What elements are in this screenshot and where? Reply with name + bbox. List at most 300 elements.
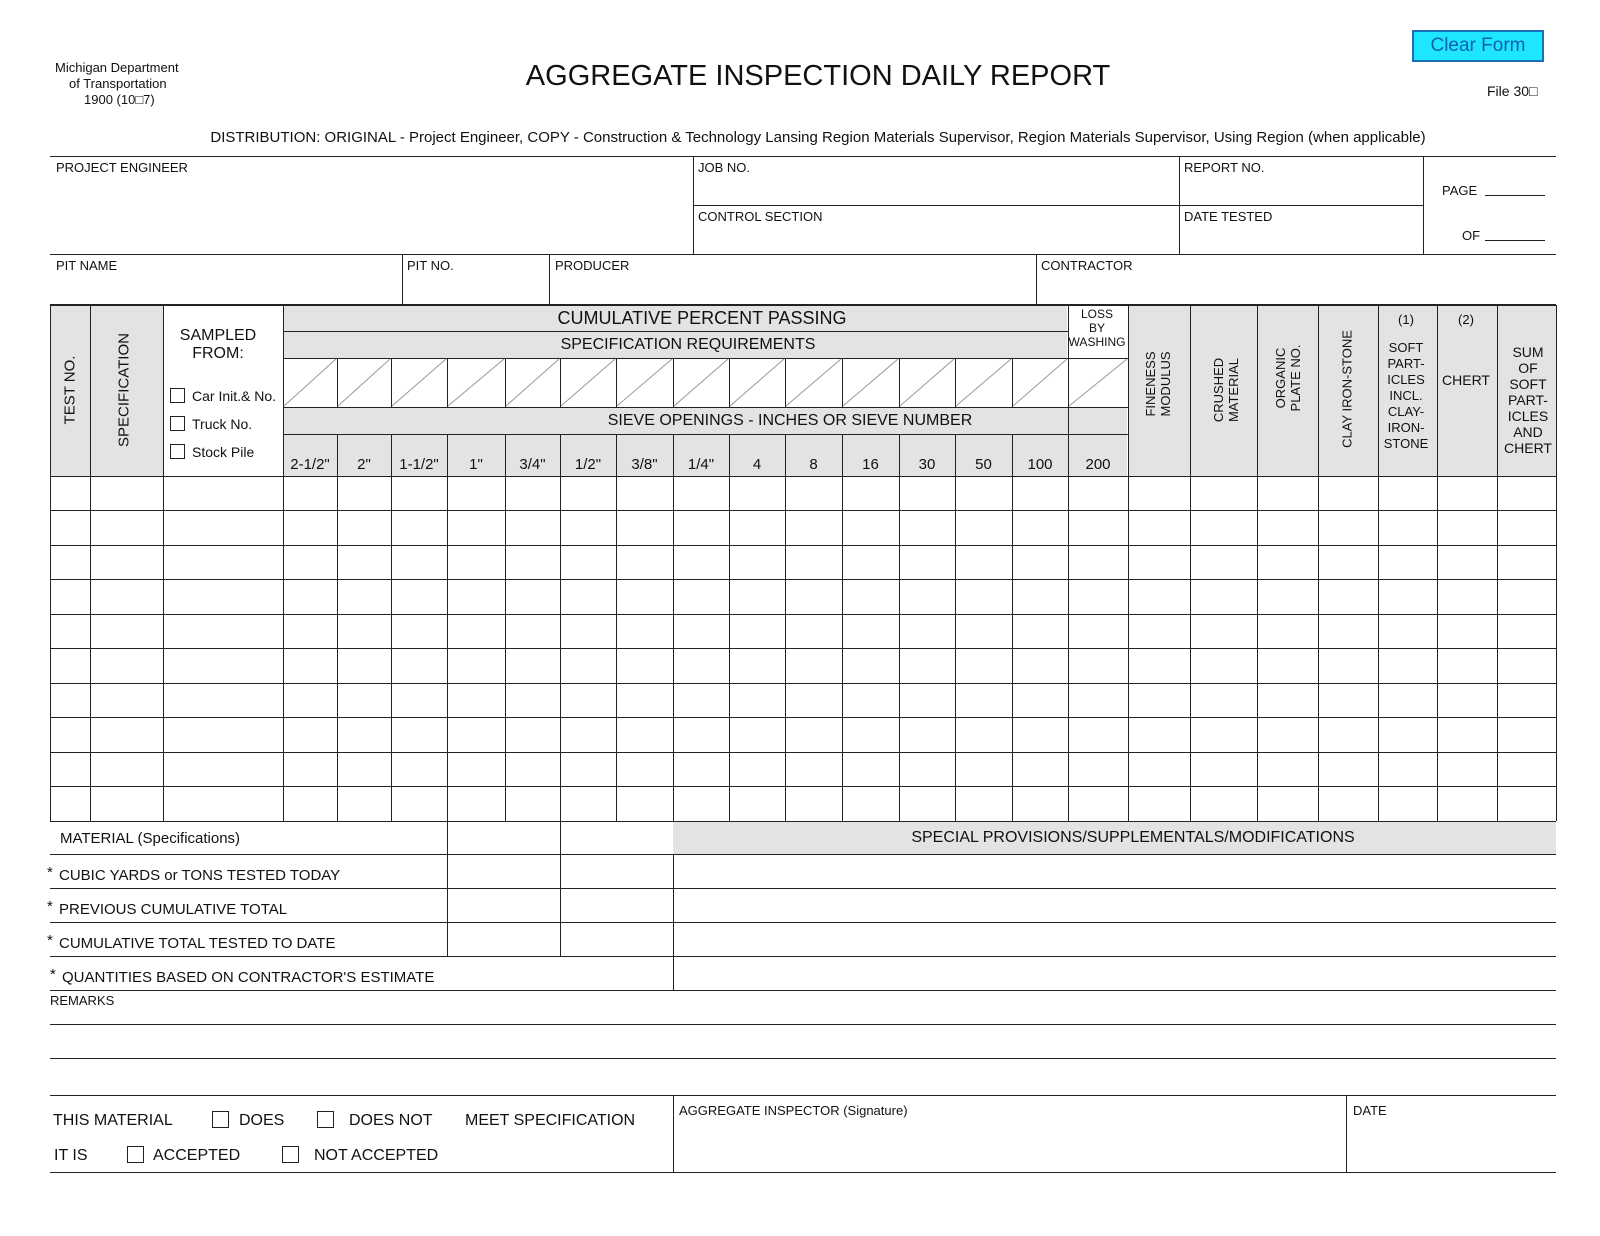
table-cell[interactable] bbox=[1013, 753, 1067, 785]
table-cell[interactable] bbox=[392, 477, 446, 509]
table-cell[interactable] bbox=[1319, 477, 1377, 509]
table-cell[interactable] bbox=[1438, 580, 1496, 613]
table-cell[interactable] bbox=[1069, 511, 1127, 544]
table-cell[interactable] bbox=[164, 684, 282, 716]
table-cell[interactable] bbox=[617, 477, 672, 509]
table-cell[interactable] bbox=[448, 580, 504, 613]
sieve-label-4: 3/4" bbox=[519, 456, 546, 473]
table-cell[interactable] bbox=[1319, 511, 1377, 544]
spec-slash-3 bbox=[448, 359, 504, 406]
table-cell[interactable] bbox=[1129, 477, 1189, 509]
table-cell[interactable] bbox=[956, 511, 1011, 544]
contractor-field[interactable] bbox=[1038, 274, 1554, 303]
not-accepted-checkbox[interactable] bbox=[282, 1146, 299, 1163]
table-cell[interactable] bbox=[1319, 580, 1377, 613]
table-cell[interactable] bbox=[1258, 787, 1317, 820]
table-cell[interactable] bbox=[956, 718, 1011, 751]
table-cell[interactable] bbox=[1319, 649, 1377, 682]
sieve-label-7: 1/4" bbox=[687, 456, 715, 473]
table-cell[interactable] bbox=[1069, 684, 1127, 716]
table-cell[interactable] bbox=[843, 580, 898, 613]
table-cell[interactable] bbox=[1191, 684, 1256, 716]
previous-field-1[interactable] bbox=[447, 890, 558, 922]
table-cell[interactable] bbox=[448, 718, 504, 751]
table-cell[interactable] bbox=[448, 684, 504, 716]
table-cell[interactable] bbox=[1379, 753, 1436, 785]
table-cell[interactable] bbox=[617, 615, 672, 647]
table-cell[interactable] bbox=[786, 477, 841, 509]
table-cell[interactable] bbox=[1013, 511, 1067, 544]
table-cell[interactable] bbox=[164, 546, 282, 578]
table-cell[interactable] bbox=[674, 753, 728, 785]
table-cell[interactable] bbox=[1498, 649, 1555, 682]
does-checkbox[interactable] bbox=[212, 1111, 229, 1128]
table-cell[interactable] bbox=[786, 580, 841, 613]
table-cell[interactable] bbox=[674, 787, 728, 820]
table-cell[interactable] bbox=[338, 753, 390, 785]
table-cell[interactable] bbox=[730, 615, 784, 647]
table-cell[interactable] bbox=[51, 753, 89, 785]
table-cell[interactable] bbox=[786, 787, 841, 820]
table-cell[interactable] bbox=[1069, 718, 1127, 751]
table-cell[interactable] bbox=[561, 511, 615, 544]
table-cell[interactable] bbox=[1191, 546, 1256, 578]
table-cell[interactable] bbox=[1191, 718, 1256, 751]
table-cell[interactable] bbox=[338, 787, 390, 820]
table-cell[interactable] bbox=[392, 787, 446, 820]
table-cell[interactable] bbox=[51, 546, 89, 578]
table-cell[interactable] bbox=[284, 684, 336, 716]
table-cell[interactable] bbox=[164, 477, 282, 509]
table-cell[interactable] bbox=[284, 511, 336, 544]
sieve-label-8: 4 bbox=[752, 456, 762, 473]
table-cell[interactable] bbox=[900, 615, 954, 647]
table-cell[interactable] bbox=[1013, 684, 1067, 716]
pit-no-field[interactable] bbox=[404, 274, 547, 303]
table-cell[interactable] bbox=[786, 718, 841, 751]
table-cell[interactable] bbox=[392, 753, 446, 785]
table-cell[interactable] bbox=[1498, 753, 1555, 785]
car-init-checkbox[interactable] bbox=[170, 388, 185, 403]
table-cell[interactable] bbox=[392, 718, 446, 751]
table-cell[interactable] bbox=[1379, 649, 1436, 682]
table-cell[interactable] bbox=[506, 477, 559, 509]
table-cell[interactable] bbox=[1069, 546, 1127, 578]
table-cell[interactable] bbox=[730, 546, 784, 578]
table-cell[interactable] bbox=[1129, 718, 1189, 751]
table-cell[interactable] bbox=[448, 477, 504, 509]
table-cell[interactable] bbox=[561, 787, 615, 820]
table-cell[interactable] bbox=[956, 615, 1011, 647]
table-cell[interactable] bbox=[1438, 753, 1496, 785]
table-cell[interactable] bbox=[786, 753, 841, 785]
table-cell[interactable] bbox=[164, 649, 282, 682]
table-cell[interactable] bbox=[392, 684, 446, 716]
clear-form-button[interactable]: Clear Form bbox=[1412, 30, 1544, 62]
table-cell[interactable] bbox=[1013, 787, 1067, 820]
table-cell[interactable] bbox=[51, 615, 89, 647]
table-cell[interactable] bbox=[91, 649, 162, 682]
table-cell[interactable] bbox=[506, 649, 559, 682]
table-cell[interactable] bbox=[1129, 753, 1189, 785]
table-cell[interactable] bbox=[561, 684, 615, 716]
producer-field[interactable] bbox=[551, 274, 1034, 303]
control-section-field[interactable] bbox=[695, 225, 1177, 253]
table-cell[interactable] bbox=[1069, 753, 1127, 785]
cumulative-field-1[interactable] bbox=[447, 924, 558, 956]
job-no-field[interactable] bbox=[695, 176, 1177, 204]
table-cell[interactable] bbox=[617, 580, 672, 613]
table-cell[interactable] bbox=[1191, 580, 1256, 613]
table-cell[interactable] bbox=[1438, 649, 1496, 682]
table-cell[interactable] bbox=[506, 787, 559, 820]
report-no-field[interactable] bbox=[1181, 176, 1421, 204]
table-cell[interactable] bbox=[843, 718, 898, 751]
table-cell[interactable] bbox=[164, 753, 282, 785]
table-cell[interactable] bbox=[674, 718, 728, 751]
table-cell[interactable] bbox=[1069, 615, 1127, 647]
table-cell[interactable] bbox=[1379, 580, 1436, 613]
table-cell[interactable] bbox=[1258, 546, 1317, 578]
table-cell[interactable] bbox=[284, 649, 336, 682]
table-cell[interactable] bbox=[1013, 615, 1067, 647]
table-cell[interactable] bbox=[1438, 511, 1496, 544]
sampled-from-line-1: SAMPLED bbox=[179, 327, 257, 344]
cubic-field-2[interactable] bbox=[560, 856, 671, 888]
table-cell[interactable] bbox=[284, 615, 336, 647]
table-cell[interactable] bbox=[1258, 718, 1317, 751]
table-cell[interactable] bbox=[91, 718, 162, 751]
table-cell[interactable] bbox=[1069, 787, 1127, 820]
table-cell[interactable] bbox=[674, 580, 728, 613]
table-cell[interactable] bbox=[1498, 477, 1555, 509]
sieve-label-13: 100 bbox=[1027, 456, 1053, 473]
table-cell[interactable] bbox=[1013, 477, 1067, 509]
table-cell[interactable] bbox=[674, 684, 728, 716]
table-cell[interactable] bbox=[506, 546, 559, 578]
table-cell[interactable] bbox=[1129, 684, 1189, 716]
table-cell[interactable] bbox=[338, 477, 390, 509]
table-cell[interactable] bbox=[338, 580, 390, 613]
table-cell[interactable] bbox=[338, 546, 390, 578]
table-cell[interactable] bbox=[284, 477, 336, 509]
table-cell[interactable] bbox=[730, 580, 784, 613]
of-field[interactable] bbox=[1485, 223, 1545, 240]
cumulative-field-2[interactable] bbox=[560, 924, 671, 956]
page-field[interactable] bbox=[1485, 178, 1545, 195]
table-cell[interactable] bbox=[674, 649, 728, 682]
table-cell[interactable] bbox=[843, 753, 898, 785]
table-cell[interactable] bbox=[91, 580, 162, 613]
table-cell[interactable] bbox=[561, 615, 615, 647]
table-cell[interactable] bbox=[1191, 649, 1256, 682]
table-cell[interactable] bbox=[338, 511, 390, 544]
table-cell[interactable] bbox=[900, 753, 954, 785]
table-cell[interactable] bbox=[392, 511, 446, 544]
table-cell[interactable] bbox=[91, 684, 162, 716]
table-cell[interactable] bbox=[1129, 546, 1189, 578]
project-engineer-field[interactable] bbox=[52, 178, 690, 252]
does-label: DOES bbox=[239, 1112, 285, 1129]
table-cell[interactable] bbox=[448, 615, 504, 647]
table-cell[interactable] bbox=[1191, 477, 1256, 509]
truck-no-checkbox[interactable] bbox=[170, 416, 185, 431]
table-cell[interactable] bbox=[51, 787, 89, 820]
table-cell[interactable] bbox=[617, 787, 672, 820]
cumulative-total-label: CUMULATIVE TOTAL TESTED TO DATE bbox=[59, 935, 336, 952]
table-cell[interactable] bbox=[730, 753, 784, 785]
table-cell[interactable] bbox=[674, 546, 728, 578]
table-cell[interactable] bbox=[1258, 477, 1317, 509]
table-cell[interactable] bbox=[1191, 787, 1256, 820]
table-cell[interactable] bbox=[338, 649, 390, 682]
table-cell[interactable] bbox=[1379, 718, 1436, 751]
table-cell[interactable] bbox=[900, 718, 954, 751]
table-cell[interactable] bbox=[1129, 615, 1189, 647]
table-cell[interactable] bbox=[786, 511, 841, 544]
table-cell[interactable] bbox=[1319, 718, 1377, 751]
table-cell[interactable] bbox=[956, 684, 1011, 716]
table-cell[interactable] bbox=[392, 615, 446, 647]
table-cell[interactable] bbox=[730, 684, 784, 716]
table-cell[interactable] bbox=[730, 511, 784, 544]
does-not-label: DOES NOT bbox=[349, 1112, 433, 1129]
pit-name-field[interactable] bbox=[52, 274, 400, 303]
table-cell[interactable] bbox=[338, 615, 390, 647]
table-cell[interactable] bbox=[164, 615, 282, 647]
special-provisions-header: SPECIAL PROVISIONS/SUPPLEMENTALS/MODIFICATIONS bbox=[911, 829, 1355, 846]
previous-field-2[interactable] bbox=[560, 890, 671, 922]
table-cell[interactable] bbox=[284, 753, 336, 785]
table-cell[interactable] bbox=[1498, 580, 1555, 613]
table-cell[interactable] bbox=[561, 546, 615, 578]
table-cell[interactable] bbox=[674, 477, 728, 509]
table-cell[interactable] bbox=[1191, 511, 1256, 544]
material-field-1[interactable] bbox=[447, 822, 558, 854]
table-cell[interactable] bbox=[1498, 615, 1555, 647]
table-cell[interactable] bbox=[561, 718, 615, 751]
table-cell[interactable] bbox=[506, 615, 559, 647]
table-cell[interactable] bbox=[956, 753, 1011, 785]
table-cell[interactable] bbox=[91, 511, 162, 544]
of-label: OF bbox=[1462, 228, 1481, 243]
table-cell[interactable] bbox=[284, 718, 336, 751]
date-tested-label: DATE TESTED bbox=[1184, 209, 1273, 224]
table-cell[interactable] bbox=[843, 546, 898, 578]
table-cell[interactable] bbox=[1129, 787, 1189, 820]
table-cell[interactable] bbox=[1498, 546, 1555, 578]
table-cell[interactable] bbox=[617, 511, 672, 544]
table-cell[interactable] bbox=[1013, 546, 1067, 578]
table-cell[interactable] bbox=[284, 546, 336, 578]
table-cell[interactable] bbox=[506, 511, 559, 544]
table-cell[interactable] bbox=[1379, 787, 1436, 820]
table-cell[interactable] bbox=[91, 753, 162, 785]
table-cell[interactable] bbox=[843, 511, 898, 544]
file-number: File 30□ bbox=[1487, 83, 1538, 99]
table-cell[interactable] bbox=[448, 511, 504, 544]
table-cell[interactable] bbox=[164, 787, 282, 820]
table-cell[interactable] bbox=[1258, 684, 1317, 716]
table-cell[interactable] bbox=[51, 718, 89, 751]
table-cell[interactable] bbox=[1319, 546, 1377, 578]
table-cell[interactable] bbox=[392, 580, 446, 613]
table-cell[interactable] bbox=[843, 649, 898, 682]
table-cell[interactable] bbox=[561, 580, 615, 613]
table-cell[interactable] bbox=[617, 546, 672, 578]
table-cell[interactable] bbox=[730, 477, 784, 509]
table-cell[interactable] bbox=[900, 580, 954, 613]
table-cell[interactable] bbox=[674, 511, 728, 544]
table-cell[interactable] bbox=[1379, 546, 1436, 578]
table-cell[interactable] bbox=[1013, 649, 1067, 682]
table-cell[interactable] bbox=[1379, 615, 1436, 647]
sieve-label-9: 8 bbox=[809, 456, 818, 473]
table-cell[interactable] bbox=[1498, 787, 1555, 820]
cubic-field-1[interactable] bbox=[447, 856, 558, 888]
spec-slash-7 bbox=[674, 359, 728, 406]
table-cell[interactable] bbox=[617, 753, 672, 785]
table-cell[interactable] bbox=[900, 787, 954, 820]
table-cell[interactable] bbox=[506, 753, 559, 785]
stock-pile-checkbox[interactable] bbox=[170, 444, 185, 459]
table-cell[interactable] bbox=[1319, 684, 1377, 716]
table-cell[interactable] bbox=[91, 615, 162, 647]
table-cell[interactable] bbox=[786, 649, 841, 682]
table-cell[interactable] bbox=[284, 580, 336, 613]
table-cell[interactable] bbox=[1438, 787, 1496, 820]
table-cell[interactable] bbox=[164, 511, 282, 544]
table-cell[interactable] bbox=[91, 477, 162, 509]
table-cell[interactable] bbox=[1069, 477, 1127, 509]
table-cell[interactable] bbox=[1319, 753, 1377, 785]
table-cell[interactable] bbox=[506, 580, 559, 613]
table-cell[interactable] bbox=[1129, 511, 1189, 544]
table-cell[interactable] bbox=[900, 477, 954, 509]
table-cell[interactable] bbox=[1191, 615, 1256, 647]
accepted-checkbox[interactable] bbox=[127, 1146, 144, 1163]
table-cell[interactable] bbox=[617, 649, 672, 682]
table-cell[interactable] bbox=[91, 787, 162, 820]
table-cell[interactable] bbox=[392, 546, 446, 578]
table-cell[interactable] bbox=[730, 787, 784, 820]
table-cell[interactable] bbox=[1379, 477, 1436, 509]
table-cell[interactable] bbox=[1438, 546, 1496, 578]
table-cell[interactable] bbox=[284, 787, 336, 820]
table-cell[interactable] bbox=[448, 546, 504, 578]
date-field[interactable] bbox=[1350, 1120, 1554, 1172]
table-cell[interactable] bbox=[51, 477, 89, 509]
table-cell[interactable] bbox=[900, 511, 954, 544]
date-tested-field[interactable] bbox=[1181, 225, 1421, 253]
table-cell[interactable] bbox=[843, 684, 898, 716]
remarks-field[interactable] bbox=[50, 1008, 1554, 1096]
table-cell[interactable] bbox=[900, 684, 954, 716]
table-cell[interactable] bbox=[786, 684, 841, 716]
table-cell[interactable] bbox=[956, 787, 1011, 820]
table-cell[interactable] bbox=[1069, 649, 1127, 682]
table-cell[interactable] bbox=[900, 546, 954, 578]
table-cell[interactable] bbox=[1129, 649, 1189, 682]
table-cell[interactable] bbox=[1438, 718, 1496, 751]
table-cell[interactable] bbox=[1013, 718, 1067, 751]
table-cell[interactable] bbox=[1069, 580, 1127, 613]
table-cell[interactable] bbox=[338, 718, 390, 751]
table-cell[interactable] bbox=[1129, 580, 1189, 613]
table-cell[interactable] bbox=[617, 718, 672, 751]
table-cell[interactable] bbox=[786, 615, 841, 647]
does-not-checkbox[interactable] bbox=[317, 1111, 334, 1128]
table-cell[interactable] bbox=[956, 649, 1011, 682]
table-cell[interactable] bbox=[51, 580, 89, 613]
table-cell[interactable] bbox=[51, 511, 89, 544]
table-cell[interactable] bbox=[448, 787, 504, 820]
table-cell[interactable] bbox=[843, 615, 898, 647]
table-cell[interactable] bbox=[164, 580, 282, 613]
table-cell[interactable] bbox=[1258, 580, 1317, 613]
table-cell[interactable] bbox=[448, 649, 504, 682]
table-cell[interactable] bbox=[51, 684, 89, 716]
table-cell[interactable] bbox=[1498, 511, 1555, 544]
table-cell[interactable] bbox=[1498, 718, 1555, 751]
table-cell[interactable] bbox=[561, 753, 615, 785]
table-cell[interactable] bbox=[843, 477, 898, 509]
this-material-label: THIS MATERIAL bbox=[53, 1112, 173, 1129]
table-cell[interactable] bbox=[956, 546, 1011, 578]
table-cell[interactable] bbox=[338, 684, 390, 716]
table-cell[interactable] bbox=[956, 580, 1011, 613]
table-cell[interactable] bbox=[392, 649, 446, 682]
table-cell[interactable] bbox=[1191, 753, 1256, 785]
table-cell[interactable] bbox=[1319, 615, 1377, 647]
accepted-label: ACCEPTED bbox=[153, 1147, 241, 1164]
table-cell[interactable] bbox=[1319, 787, 1377, 820]
table-cell[interactable] bbox=[956, 477, 1011, 509]
table-cell[interactable] bbox=[1438, 684, 1496, 716]
table-cell[interactable] bbox=[1379, 684, 1436, 716]
table-cell[interactable] bbox=[51, 649, 89, 682]
table-cell[interactable] bbox=[1379, 511, 1436, 544]
table-cell[interactable] bbox=[561, 477, 615, 509]
table-cell[interactable] bbox=[1438, 615, 1496, 647]
table-cell[interactable] bbox=[730, 718, 784, 751]
table-cell[interactable] bbox=[1258, 511, 1317, 544]
table-cell[interactable] bbox=[506, 684, 559, 716]
table-cell[interactable] bbox=[1013, 580, 1067, 613]
table-cell[interactable] bbox=[674, 615, 728, 647]
table-cell[interactable] bbox=[843, 787, 898, 820]
table-cell[interactable] bbox=[786, 546, 841, 578]
table-cell[interactable] bbox=[617, 684, 672, 716]
table-cell[interactable] bbox=[1498, 684, 1555, 716]
inspector-signature-field[interactable] bbox=[675, 1120, 1345, 1172]
loss-by-washing-line-3: WASHING bbox=[1068, 335, 1126, 349]
table-cell[interactable] bbox=[1258, 649, 1317, 682]
table-cell[interactable] bbox=[1438, 477, 1496, 509]
table-cell[interactable] bbox=[900, 649, 954, 682]
table-cell[interactable] bbox=[561, 649, 615, 682]
table-cell[interactable] bbox=[91, 546, 162, 578]
table-cell[interactable] bbox=[448, 753, 504, 785]
table-cell[interactable] bbox=[1258, 753, 1317, 785]
table-cell[interactable] bbox=[506, 718, 559, 751]
distribution-note: DISTRIBUTION: ORIGINAL - Project Engineer, COPY - Construction & Technology Lansing Region Materials Supervisor, Region Materials Supervisor, Using Region (when applicable) bbox=[210, 129, 1426, 146]
material-field-2[interactable] bbox=[560, 822, 671, 854]
table-cell[interactable] bbox=[164, 718, 282, 751]
table-cell[interactable] bbox=[1258, 615, 1317, 647]
table-cell[interactable] bbox=[730, 649, 784, 682]
special-provisions-field[interactable] bbox=[675, 856, 1554, 990]
